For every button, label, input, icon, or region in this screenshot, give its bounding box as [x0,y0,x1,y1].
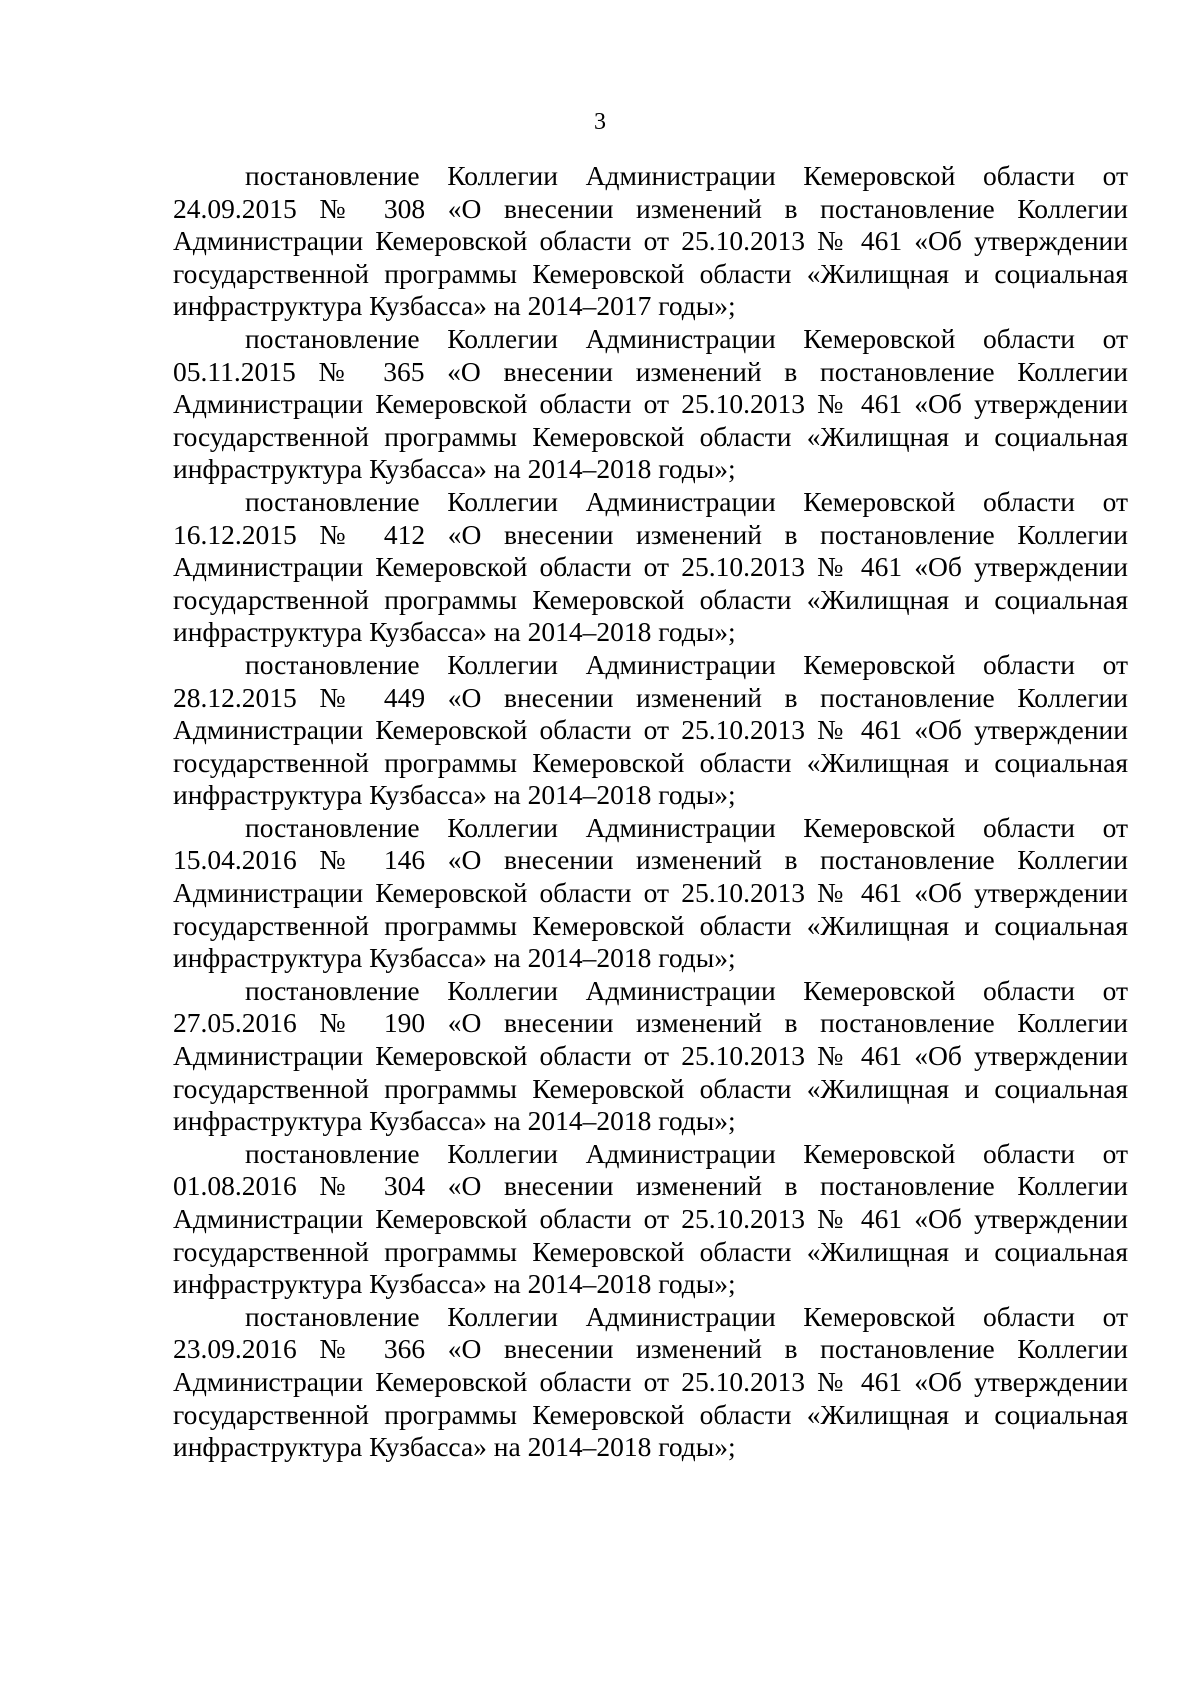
paragraph-resolution-449: постановление Коллегии Администрации Кемеровской области от 28.12.2015 № 449 «О внесении изменений в постановление Коллегии Администрации Кемеровской области от 25.10.2013 № 461 «Об утверждении государственной программы Кемеровской области «Жилищная и социальная инфраструктура Кузбасса» на 2014–2018 годы»; [173,648,1128,811]
paragraph-resolution-308: постановление Коллегии Администрации Кемеровской области от 24.09.2015 № 308 «О внесении изменений в постановление Коллегии Администрации Кемеровской области от 25.10.2013 № 461 «Об утверждении государственной программы Кемеровской области «Жилищная и социальная инфраструктура Кузбасса» на 2014–2017 годы»; [173,160,1128,322]
paragraph-resolution-304: постановление Коллегии Администрации Кемеровской области от 01.08.2016 № 304 «О внесении изменений в постановление Коллегии Администрации Кемеровской области от 25.10.2013 № 461 «Об утверждении государственной программы Кемеровской области «Жилищная и социальная инфраструктура Кузбасса» на 2014–2018 годы»; [173,1137,1128,1300]
paragraph-resolution-366: постановление Коллегии Администрации Кемеровской области от 23.09.2016 № 366 «О внесении изменений в постановление Коллегии Администрации Кемеровской области от 25.10.2013 № 461 «Об утверждении государственной программы Кемеровской области «Жилищная и социальная инфраструктура Кузбасса» на 2014–2018 годы»; [173,1300,1128,1463]
paragraph-resolution-146: постановление Коллегии Администрации Кемеровской области от 15.04.2016 № 146 «О внесении изменений в постановление Коллегии Администрации Кемеровской области от 25.10.2013 № 461 «Об утверждении государственной программы Кемеровской области «Жилищная и социальная инфраструктура Кузбасса» на 2014–2018 годы»; [173,811,1128,974]
paragraph-resolution-365: постановление Коллегии Администрации Кемеровской области от 05.11.2015 № 365 «О внесении изменений в постановление Коллегии Администрации Кемеровской области от 25.10.2013 № 461 «Об утверждении государственной программы Кемеровской области «Жилищная и социальная инфраструктура Кузбасса» на 2014–2018 годы»; [173,322,1128,485]
paragraph-resolution-412: постановление Коллегии Администрации Кемеровской области от 16.12.2015 № 412 «О внесении изменений в постановление Коллегии Администрации Кемеровской области от 25.10.2013 № 461 «Об утверждении государственной программы Кемеровской области «Жилищная и социальная инфраструктура Кузбасса» на 2014–2018 годы»; [173,485,1128,648]
paragraph-resolution-190: постановление Коллегии Администрации Кемеровской области от 27.05.2016 № 190 «О внесении изменений в постановление Коллегии Администрации Кемеровской области от 25.10.2013 № 461 «Об утверждении государственной программы Кемеровской области «Жилищная и социальная инфраструктура Кузбасса» на 2014–2018 годы»; [173,974,1128,1137]
document-body [173,160,1128,1464]
page-number: 3 [594,109,606,135]
